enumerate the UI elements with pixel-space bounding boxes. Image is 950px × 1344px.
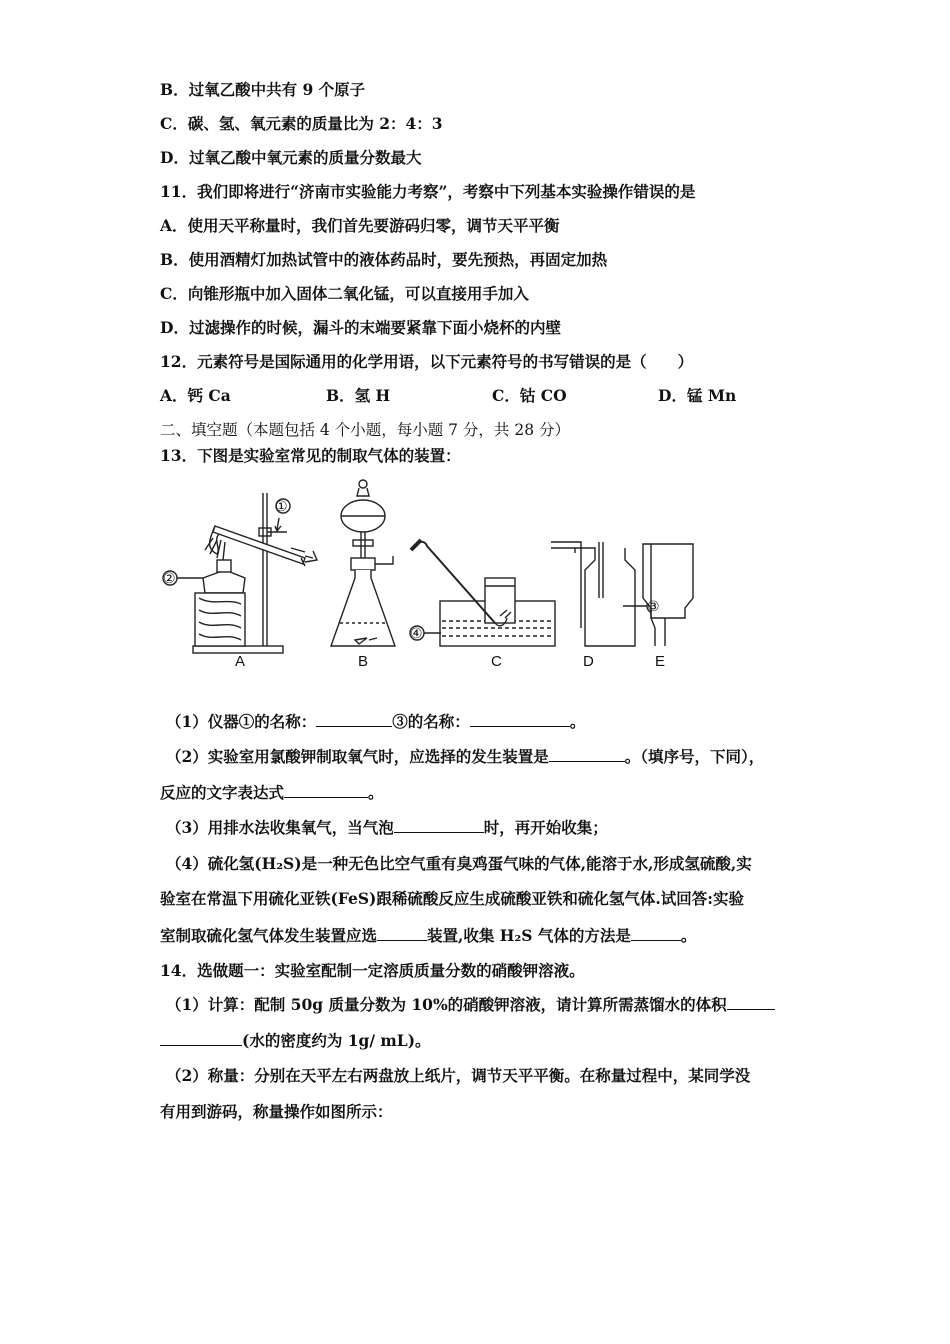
q13-part4-l2: 验室在常温下用硫化亚铁(FeS)跟稀硫酸反应生成硫酸亚铁和硫化氢气体.试回答:实验 <box>160 889 744 908</box>
q13-part4-l1: （4）硫化氢(H₂S)是一种无色比空气重有臭鸡蛋气味的气体,能溶于水,形成氢硫酸,实 <box>166 854 752 873</box>
section-title: 二、填空题（本题包括 4 个小题，每小题 7 分，共 28 分） <box>160 421 571 439</box>
q10-option-c: C．碳、氢、氧元素的质量比为 2：4：3 <box>160 114 443 133</box>
q11-option-a: A．使用天平称量时，我们首先要游码归零，调节天平平衡 <box>160 216 560 235</box>
q12-option-c: C．钴 CO <box>492 386 567 405</box>
q10-option-b: B．过氧乙酸中共有 9 个原子 <box>160 80 366 99</box>
q14-part2-l1: （2）称量：分别在天平左右两盘放上纸片，调节天平平衡。在称量过程中，某同学没 <box>166 1066 751 1085</box>
q12-option-d: D．锰 Mn <box>658 386 737 405</box>
q12-stem: 12．元素符号是国际通用的化学用语，以下元素符号的书写错误的是（ ） <box>160 352 694 371</box>
figure-label-b: B <box>358 653 369 670</box>
q13-part2: （2）实验室用氯酸钾制取氧气时，应选择的发生装置是 。（填序号，下同）， <box>166 747 765 766</box>
marker-1: ① <box>275 499 288 515</box>
figure-label-c: C <box>491 653 502 670</box>
marker-2: ② <box>163 571 176 587</box>
apparatus-a <box>163 493 317 653</box>
q11-stem: 11．我们即将进行“济南市实验能力考察”，考察中下列基本实验操作错误的是 <box>160 182 696 201</box>
figure-label-e: E <box>655 653 666 670</box>
marker-4: ④ <box>410 626 423 642</box>
q11-option-c: C．向锥形瓶中加入固体二氧化锰，可以直接用手加入 <box>160 284 529 303</box>
q13-part3: （3）用排水法收集氧气，当气泡 时，再开始收集； <box>166 818 608 837</box>
apparatus-e <box>643 544 693 646</box>
q14-part1-l1: （1）计算：配制 50g 质量分数为 10%的硝酸钾溶液，请计算所需蒸馏水的体积 <box>166 993 775 1015</box>
apparatus-b <box>331 480 395 646</box>
q14-part2-l2: 有用到游码，称量操作如图所示： <box>160 1102 393 1121</box>
q12-option-a: A．钙 Ca <box>160 386 231 405</box>
q13-part4-l3: 室制取硫化氢气体发生装置应选 装置,收集 H₂S 气体的方法是 。 <box>160 926 697 945</box>
q10-option-d: D．过氧乙酸中氧元素的质量分数最大 <box>160 148 422 167</box>
figure-label-d: D <box>583 653 594 670</box>
q13-stem: 13．下图是实验室常见的制取气体的装置： <box>160 446 461 465</box>
q14-part1-l2: (水的密度约为 1g/ mL)。 <box>160 1029 431 1051</box>
q13-part2-cont: 反应的文字表达式 。 <box>160 783 384 802</box>
apparatus-figure <box>155 478 715 678</box>
q12-options <box>160 384 800 404</box>
figure-label-a: A <box>235 653 246 670</box>
q13-part1: （1）仪器①的名称： ③的名称： 。 <box>166 712 586 731</box>
apparatus-c <box>410 540 555 646</box>
q11-option-d: D．过滤操作的时候，漏斗的末端要紧靠下面小烧杯的内壁 <box>160 318 561 337</box>
q14-stem: 14．选做题一：实验室配制一定溶质质量分数的硝酸钾溶液。 <box>160 961 585 980</box>
marker-3: ③ <box>647 599 660 615</box>
q11-option-b: B．使用酒精灯加热试管中的液体药品时，要先预热，再固定加热 <box>160 250 608 269</box>
q12-option-b: B．氢 H <box>326 386 391 405</box>
